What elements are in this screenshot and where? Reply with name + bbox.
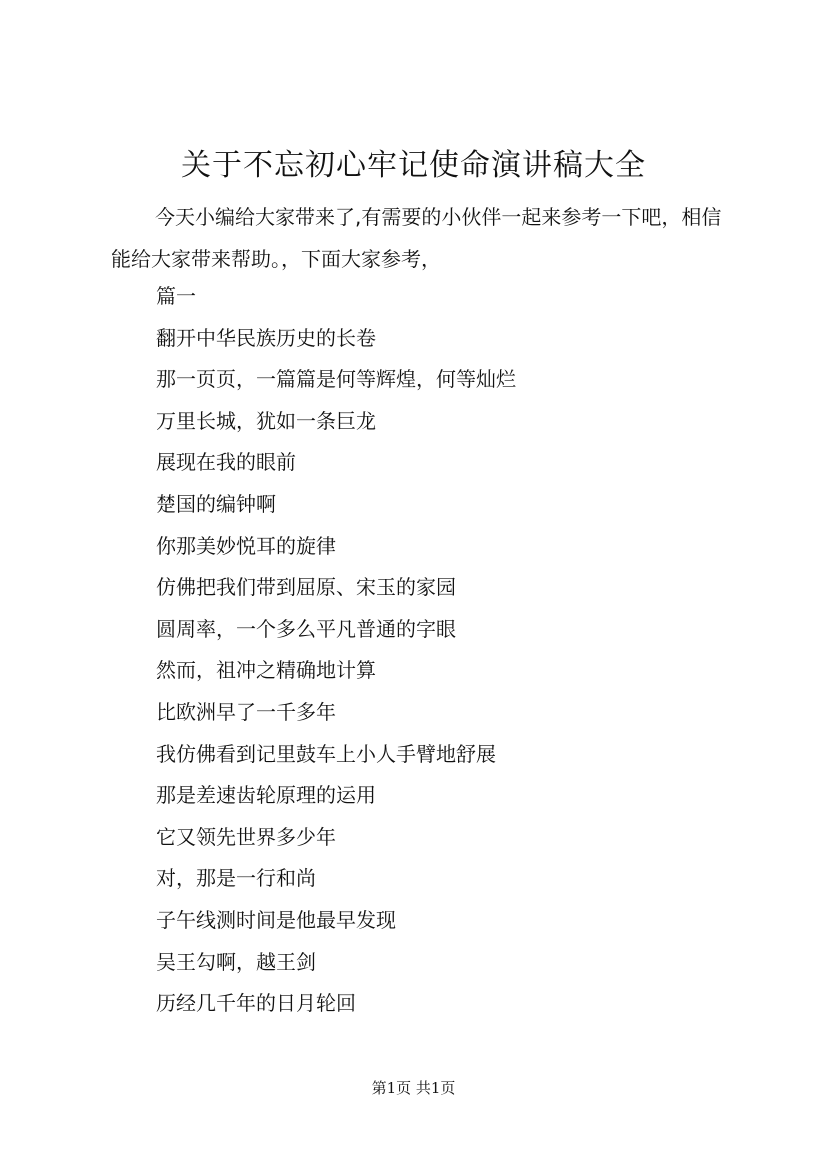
poem-line: 比欧洲早了一千多年 (156, 699, 336, 724)
poem-line: 子午线测时间是他最早发现 (156, 907, 396, 932)
document-title: 关于不忘初心牢记使命演讲稿大全 (181, 148, 646, 183)
poem-line: 历经几千年的日月轮回 (156, 991, 356, 1016)
poem-line: 展现在我的眼前 (156, 450, 296, 475)
poem-lines (156, 276, 756, 1025)
poem-line: 万里长城，犹如一条巨龙 (156, 408, 376, 433)
poem-line: 楚国的编钟啊 (156, 491, 276, 516)
poem-line: 那是差速齿轮原理的运用 (156, 783, 376, 808)
intro-paragraph: 今天小编给大家带来了,有需要的小伙伴一起来参考一下吧，相信能给大家带来帮助。，下面大家参考， (111, 205, 722, 271)
poem-line: 吴王勾啊，越王剑 (156, 949, 316, 974)
poem-line: 对，那是一行和尚 (156, 866, 316, 891)
poem-line: 那一页页，一篇篇是何等辉煌，何等灿烂 (156, 367, 516, 392)
poem-line: 它又领先世界多少年 (156, 824, 336, 849)
poem-line: 仿佛把我们带到屈原、宋玉的家园 (156, 575, 456, 600)
poem-line: 篇一 (156, 284, 196, 308)
poem-line: 圆周率，一个多么平凡普通的字眼 (156, 616, 456, 641)
poem-line: 翻开中华民族历史的长卷 (156, 325, 376, 350)
poem-line: 你那美妙悦耳的旋律 (156, 533, 336, 558)
poem-line: 我仿佛看到记里鼓车上小人手臂地舒展 (156, 741, 496, 766)
poem-line: 然而，祖冲之精确地计算 (156, 658, 376, 683)
page-footer: 第1页 共1页 (371, 1079, 456, 1097)
